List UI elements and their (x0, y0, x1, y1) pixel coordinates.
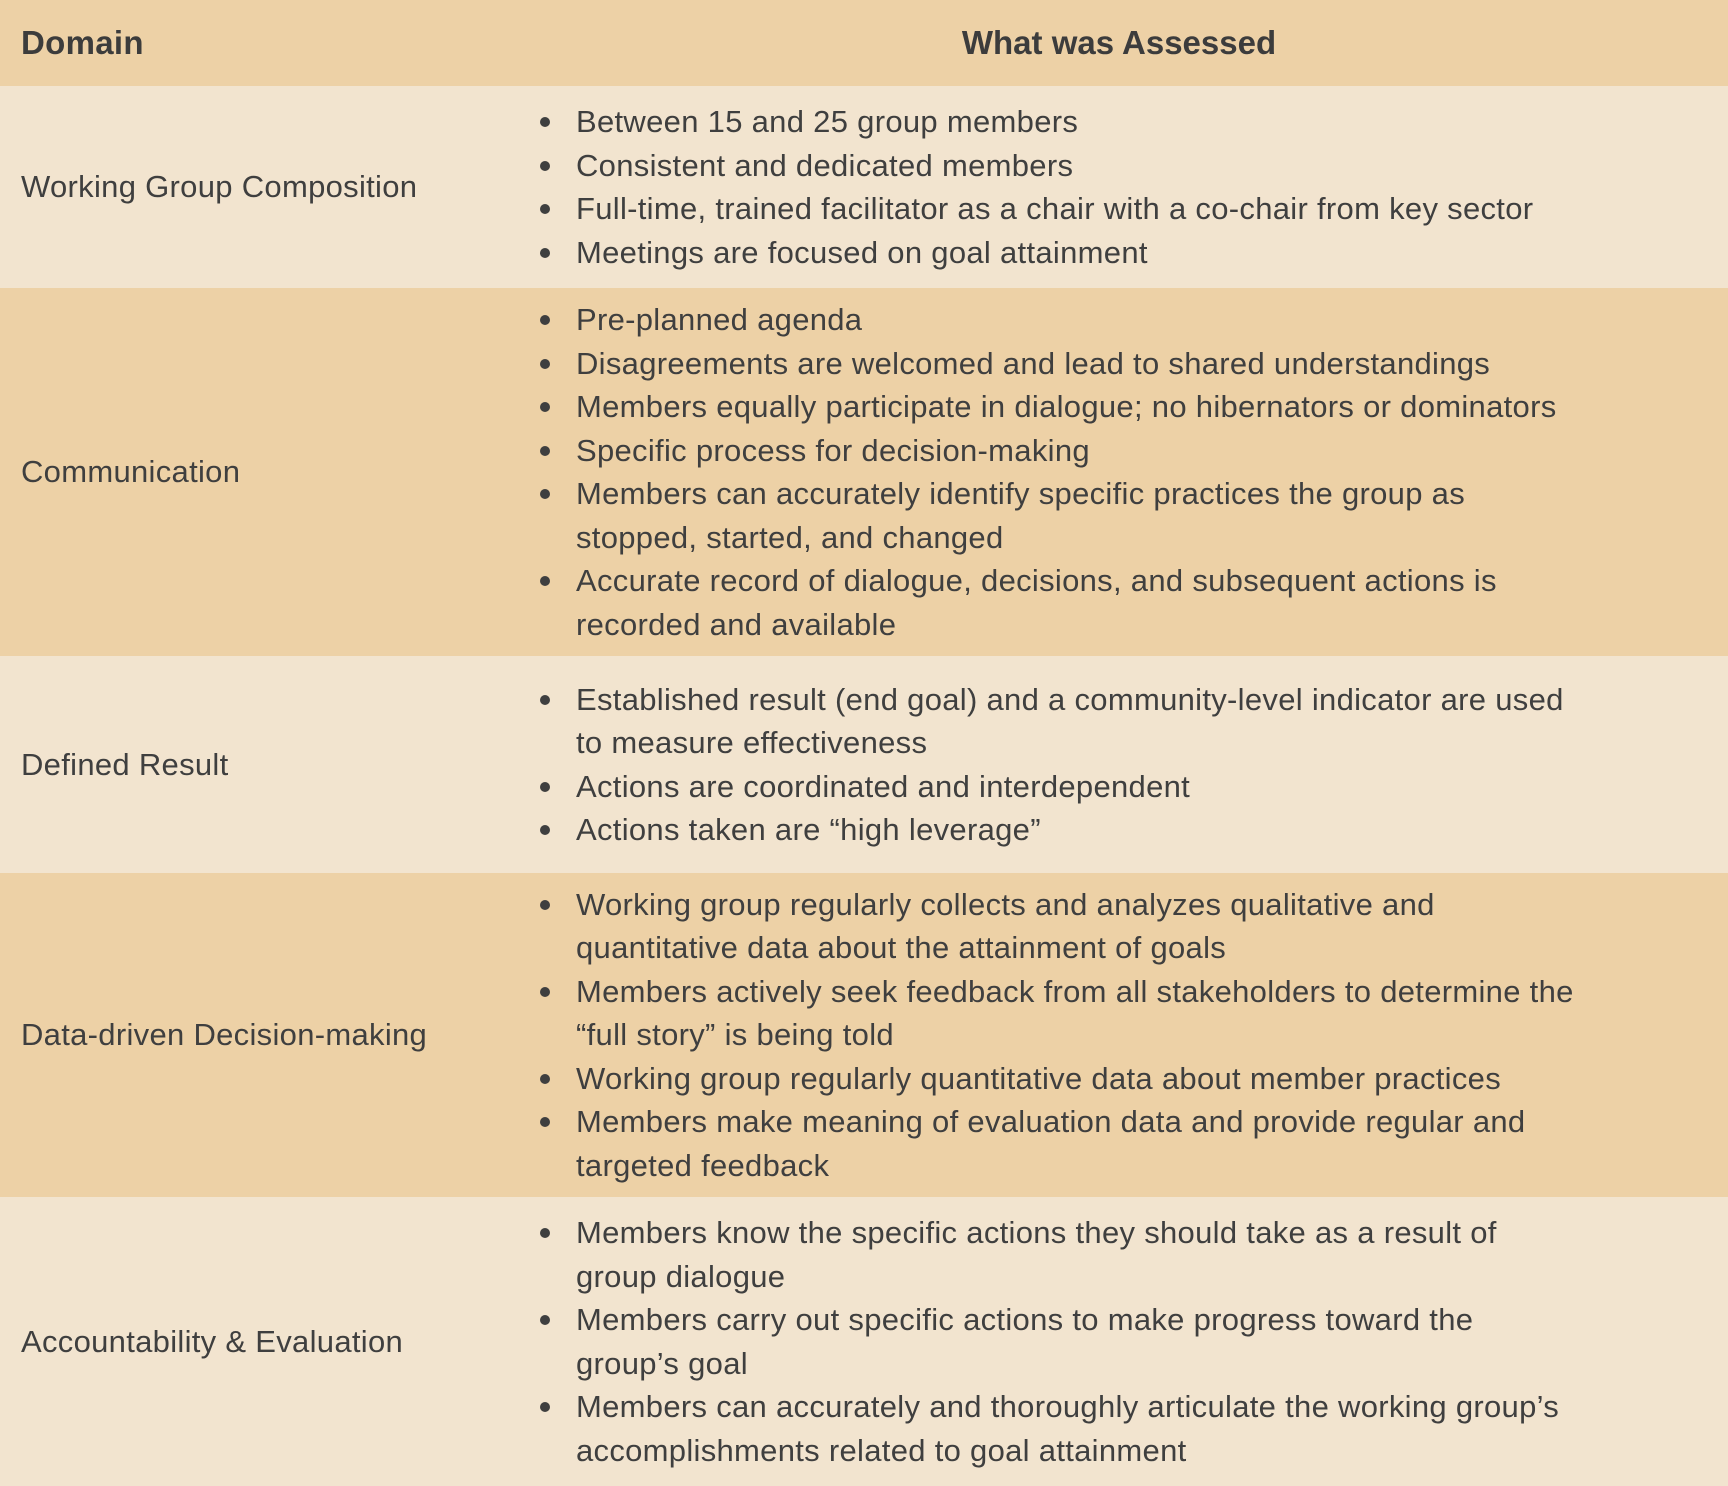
list-item (510, 472, 1571, 559)
list-item-text: Working group regularly quantitative data about member practices (576, 1060, 1501, 1096)
list-item-text: Members equally participate in dialogue; no hibernators or dominators (576, 389, 1557, 424)
list-item (510, 1100, 1588, 1187)
list-item-text: Members carry out specific actions to make progress toward the (576, 1302, 1474, 1337)
list-item (510, 429, 1571, 473)
table-row (0, 86, 1728, 288)
list-item-text: Disagreements are welcomed and lead to shared understandings (576, 345, 1491, 381)
list-item (510, 1211, 1573, 1298)
header-what-was-assessed: What was Assessed (961, 24, 1277, 61)
list-item-text: to measure effectiveness (576, 725, 928, 760)
list-item-text: Between 15 and 25 group members (576, 104, 1079, 139)
list-item (510, 1298, 1573, 1385)
list-item-text: Full-time, trained facilitator as a chair with a co-chair from key sector (576, 191, 1534, 226)
table-row (0, 1197, 1728, 1486)
assessed-cell (510, 86, 1728, 288)
list-item-text: targeted feedback (576, 1147, 830, 1183)
list-item-text: group dialogue (576, 1258, 786, 1294)
header-domain: Domain (21, 24, 144, 61)
list-item-text: Accurate record of dialogue, decisions, and subsequent actions is (576, 563, 1497, 598)
list-item-text: “full story” is being told (576, 1017, 894, 1053)
list-item-text: group’s goal (576, 1345, 748, 1381)
list-item-text: Actions are coordinated and interdependent (576, 768, 1191, 804)
list-item (510, 765, 1578, 809)
table-row (0, 656, 1728, 873)
list-item-text: Pre-planned agenda (576, 302, 863, 337)
list-item-text: Members can accurately and thoroughly articulate the working group’s (576, 1389, 1560, 1424)
list-item-text: stopped, started, and changed (576, 519, 1004, 555)
table-header-row (0, 0, 1728, 86)
assessed-list (510, 100, 1547, 274)
list-item (510, 100, 1547, 144)
assessed-cell (510, 1197, 1728, 1486)
list-item (510, 1385, 1573, 1472)
assessed-list (510, 298, 1571, 646)
list-item (510, 187, 1547, 231)
list-item-text: Actions taken are “high leverage” (576, 812, 1041, 847)
domain-cell: Accountability & Evaluation (21, 1323, 404, 1359)
list-item (510, 970, 1588, 1057)
table-row (0, 288, 1728, 656)
assessed-cell (510, 873, 1728, 1197)
list-item (510, 298, 1571, 342)
list-item-text: Members know the specific actions they should take as a result of (576, 1215, 1497, 1250)
list-item (510, 883, 1588, 970)
list-item-text: Members make meaning of evaluation data and provide regular and (576, 1104, 1526, 1140)
domain-cell: Defined Result (21, 746, 229, 782)
list-item-text: Members actively seek feedback from all stakeholders to determine the (576, 973, 1574, 1009)
list-item-text: quantitative data about the attainment of goals (576, 930, 1227, 966)
assessed-list (510, 883, 1588, 1188)
domain-cell: Communication (21, 454, 241, 489)
list-item-text: Meetings are focused on goal attainment (576, 234, 1148, 270)
list-item (510, 231, 1547, 275)
list-item (510, 144, 1547, 188)
assessed-list (510, 1211, 1573, 1472)
table-row (0, 873, 1728, 1197)
list-item-text: Specific process for decision-making (576, 432, 1090, 468)
list-item (510, 385, 1571, 429)
assessed-cell (510, 656, 1728, 873)
list-item-text: Established result (end goal) and a community-level indicator are used (576, 681, 1564, 717)
domain-cell: Data-driven Decision-making (21, 1017, 428, 1052)
domain-cell: Working Group Composition (21, 169, 418, 204)
list-item (510, 1057, 1588, 1101)
list-item (510, 342, 1571, 386)
list-item-text: Working group regularly collects and analyzes qualitative and (576, 886, 1435, 922)
list-item-text: recorded and available (576, 606, 897, 642)
assessed-list (510, 678, 1578, 852)
list-item (510, 559, 1571, 646)
list-item-text: Consistent and dedicated members (576, 147, 1074, 183)
list-item-text: Members can accurately identify specific practices the group as (576, 476, 1466, 511)
list-item-text: accomplishments related to goal attainment (576, 1432, 1187, 1468)
list-item (510, 678, 1578, 765)
assessed-cell (510, 288, 1728, 656)
list-item (510, 808, 1578, 852)
